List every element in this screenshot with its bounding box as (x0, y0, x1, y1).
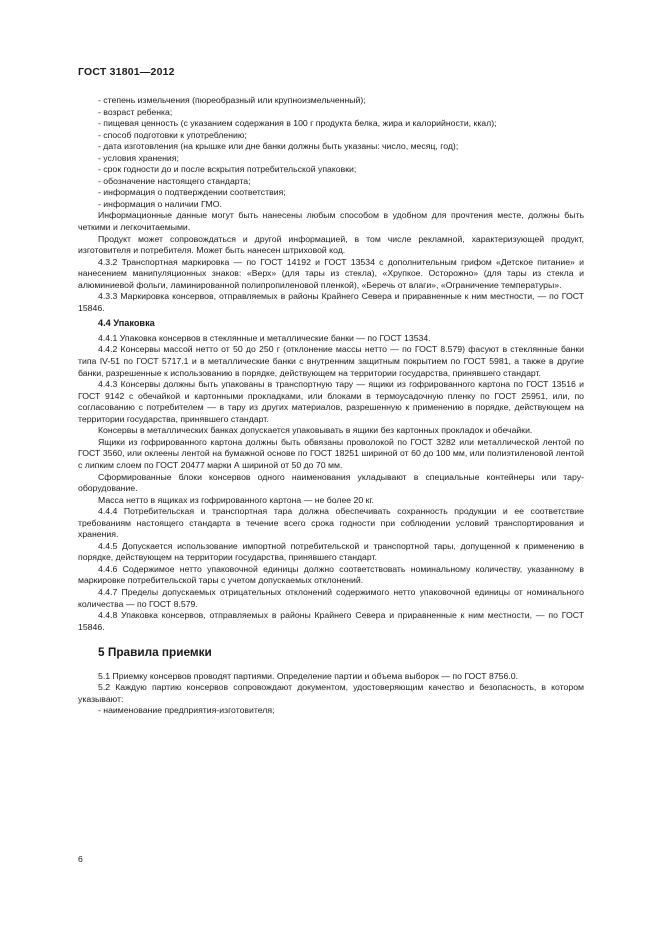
list-item: - степень измельчения (пюреобразный или крупноизмельченный); (98, 95, 366, 105)
list-block (78, 95, 584, 210)
paragraph: 5.1 Приемку консервов проводят партиями. Определение партии и объема выборок — по ГОСТ 8756.0. (98, 670, 518, 681)
paragraph: Масса нетто в ящиках из гофрированного картона — не более 20 кг. (98, 494, 374, 505)
paragraph: Ящики из гофрированного картона должны быть обвязаны проволокой по ГОСТ 3282 или металлической лентой по ГОСТ 3560, или оклеены лентой на бумажной основе по ГОСТ 18251 шириной от 60 до 100 мм, или полиэтиленовой лентой с липким слоем по ГОСТ 20477 марки А шириной от 50 до 70 мм. (78, 436, 584, 470)
paragraph: 5.2 Каждую партию консервов сопровождают документом, удостоверяющим качество и безопасность, в котором указывают: (78, 682, 584, 704)
page-number: 6 (78, 854, 83, 864)
paragraph: Продукт может сопровождаться и другой информацией, в том числе рекламной, характеризующей продукт, изготовителя и потребителя. Может быть нанесен штриховой код. (78, 233, 584, 256)
paragraph: 4.4.2 Консервы массой нетто от 50 до 250 г (отклонение массы нетто — по ГОСТ 8.579) фасуют в стеклянные банки типа IV-51 по ГОСТ 5717.1 и в металлические банки с внутренним защитным покрытием по ГОСТ 5981, а также в другие банки, разрешенные к использованию в порядке, действующем на территории государства, принявшего стандарт. (78, 344, 584, 378)
paragraph: 4.4.5 Допускается использование импортной потребительской и транспортной тары, допущенной к применению в порядке, действующем на территории государства, принявшего стандарт. (78, 540, 584, 563)
list-item: - обозначение настоящего стандарта; (98, 175, 251, 186)
document-page (78, 0, 584, 936)
list-item: - способ подготовки к употреблению; (98, 129, 247, 140)
section-title: 5 Правила приемки (98, 645, 212, 660)
list-item: - условия хранения; (98, 152, 179, 163)
paragraph: Консервы в металлических банках допускается упаковывать в ящики без картонных прокладок и обечайки. (98, 425, 533, 436)
paragraph: 4.4.1 Упаковка консервов в стеклянные и металлические банки — по ГОСТ 13534. (98, 332, 431, 343)
list-item: - информация о подтверждении соответствия; (98, 187, 286, 198)
paragraph: Информационные данные могут быть нанесены любым способом в удобном для прочтения месте, должны быть четкими и легкочитаемыми. (78, 210, 584, 233)
list-item: - пищевая ценность (с указанием содержания в 100 г продукта белка, жира и калорийности, ккал); (98, 118, 497, 129)
list-item: - срок годности до и после вскрытия потребительской упаковки; (98, 164, 357, 175)
paragraph: 4.4.7 Пределы допускаемых отрицательных отклонений содержимого нетто упаковочной единицы от номинального количества — по ГОСТ 8.579. (78, 586, 584, 609)
paragraph: 4.4.4 Потребительская и транспортная тара должна обеспечивать сохранность продукции и ее соответствие требованиям настоящего стандарта в течение всего срока годности при соблюдении условий транспортирования и хранения. (78, 506, 584, 540)
document-header: ГОСТ 31801—2012 (78, 66, 175, 78)
paragraph: 4.3.3 Маркировка консервов, отправляемых в районы Крайнего Севера и приравненные к ним местности, — по ГОСТ 15846. (78, 291, 584, 313)
list-item: - дата изготовления (на крышке или дне банки должны быть указаны: число, месяц, год); (98, 141, 459, 152)
paragraph: 4.4.8 Упаковка консервов, отправляемых в районы Крайнего Севера и приравненные к ним местности, — по ГОСТ 15846. (78, 610, 584, 632)
list-item: - наименование предприятия-изготовителя; (98, 705, 275, 716)
list-item: - информация о наличии ГМО. (98, 198, 222, 209)
subsection-title: 4.4 Упаковка (98, 318, 155, 329)
paragraph: 4.4.3 Консервы должны быть упакованы в транспортную тару — ящики из гофрированного картона по ГОСТ 13516 и ГОСТ 9142 с обечайкой и картонными прокладками, или блоками в термоусадочную пленку по ГОСТ 25951, или, по согласованию с потребителем — в тару из других материалов, разрешенную к применению в порядке, действующем на территории государства, принявшего стандарт. (78, 379, 584, 424)
page-content (78, 95, 584, 717)
list-item: - возраст ребенка; (98, 106, 173, 117)
paragraph: 4.3.2 Транспортная маркировка — по ГОСТ 14192 и ГОСТ 13534 с дополнительным грифом «Детское питание» и нанесением манипуляционных знаков: «Верх» (для тары из стекла), «Хрупкое. Осторожно» (для тары из стекла и алюминиевой фольги, ламинированной полипропиленовой пленкой), «Беречь от влаги», «Ограничение температуры». (78, 256, 584, 290)
paragraph: 4.4.6 Содержимое нетто упаковочной единицы должно соответствовать номинальному количеству, указанному в маркировке потребительской тары с учетом допускаемых отклонений. (78, 563, 584, 586)
paragraph: Сформированные блоки консервов одного наименования укладывают в специальные контейнеры или тару-оборудование. (78, 471, 584, 494)
